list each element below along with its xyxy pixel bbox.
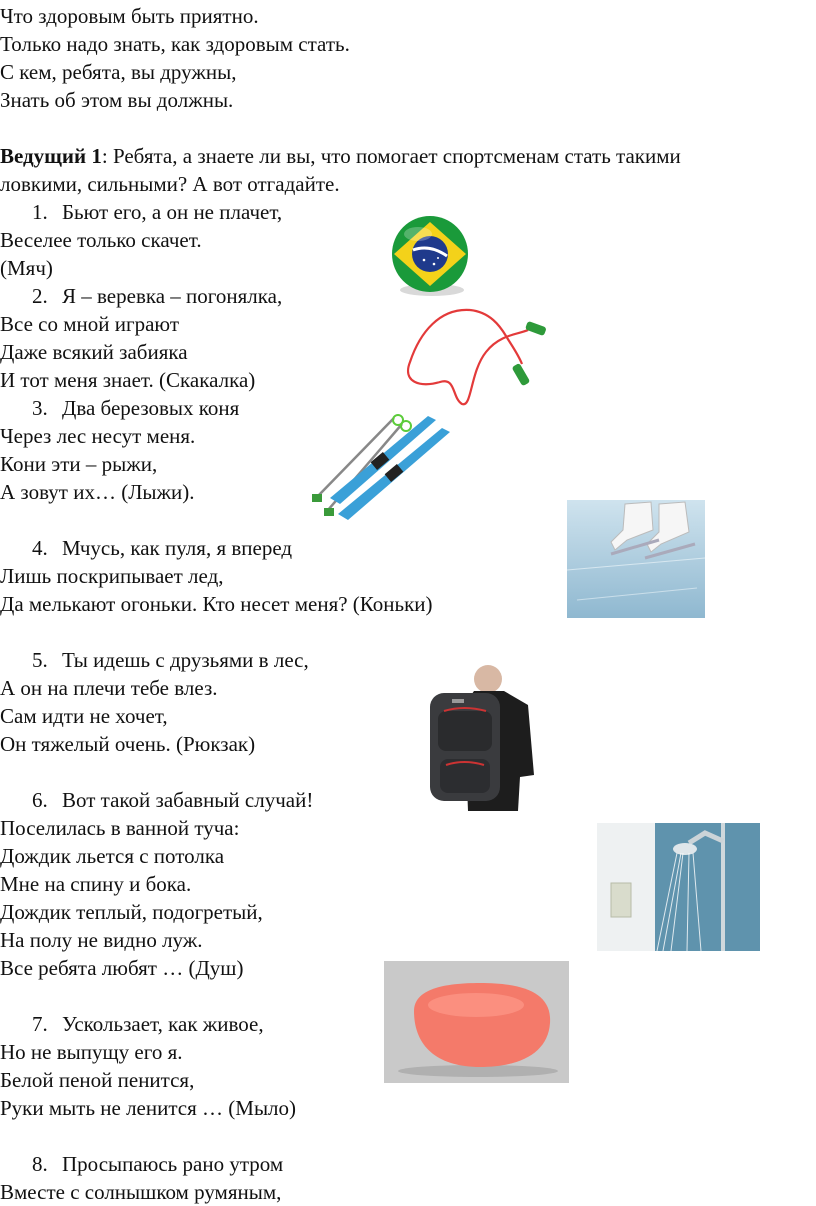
riddle-1-line: Веселее только скачет.: [0, 228, 202, 252]
skis-image: [306, 410, 454, 520]
riddle-7-first: [32, 1010, 264, 1038]
riddle-3-line: Кони эти – рыжи,: [0, 452, 158, 476]
skates-image: [567, 500, 705, 618]
riddle-3-text: Два березовых коня: [62, 396, 240, 420]
riddle-5-line: А он на плечи тебе влез.: [0, 676, 218, 700]
riddle-4-line: Да мелькают огоньки. Кто несет меня? (Коньки): [0, 592, 433, 616]
jump-rope-image: [400, 302, 550, 412]
host-line-1: [0, 142, 681, 170]
riddle-2-line: Даже всякий забияка: [0, 340, 188, 364]
riddle-6-first: [32, 786, 313, 814]
riddle-6-line: Мне на спину и бока.: [0, 872, 192, 896]
riddle-7-number: 7.: [32, 1012, 48, 1036]
riddle-4-line: Лишь поскрипывает лед,: [0, 564, 224, 588]
riddle-5-line: Сам идти не хочет,: [0, 704, 168, 728]
riddle-8-number: 8.: [32, 1152, 48, 1176]
backpack-image: [424, 665, 544, 811]
riddle-7-line: Но не выпущу его я.: [0, 1040, 183, 1064]
riddle-8-first: [32, 1150, 283, 1178]
riddle-1-number: 1.: [32, 200, 48, 224]
soap-image: [384, 961, 569, 1083]
riddle-6-number: 6.: [32, 788, 48, 812]
riddle-2-number: 2.: [32, 284, 48, 308]
riddle-5-number: 5.: [32, 648, 48, 672]
riddle-2-line: Все со мной играют: [0, 312, 180, 336]
riddle-3-first: [32, 394, 239, 422]
riddle-8-text: Просыпаюсь рано утром: [62, 1152, 284, 1176]
riddle-3-line: Через лес несут меня.: [0, 424, 196, 448]
riddle-1-text: Бьют его, а он не плачет,: [62, 200, 283, 224]
intro-line-2: Только надо знать, как здоровым стать.: [0, 32, 350, 56]
riddle-6-line: Дождик льется с потолка: [0, 844, 225, 868]
riddle-5-first: [32, 646, 309, 674]
host-text: : Ребята, а знаете ли вы, что помогает спортсменам стать такими: [101, 144, 681, 168]
riddle-2-text: Я – веревка – погонялка,: [62, 284, 283, 308]
riddle-6-text: Вот такой забавный случай!: [62, 788, 314, 812]
riddle-6-line: На полу не видно луж.: [0, 928, 203, 952]
host-line-2: ловкими, сильными? А вот отгадайте.: [0, 172, 340, 196]
riddle-4-first: [32, 534, 292, 562]
host-label: Ведущий 1: [0, 144, 102, 168]
riddle-5-line: Он тяжелый очень. (Рюкзак): [0, 732, 256, 756]
intro-line-3: С кем, ребята, вы дружны,: [0, 60, 237, 84]
riddle-1-line: (Мяч): [0, 256, 53, 280]
intro-line-4: Знать об этом вы должны.: [0, 88, 234, 112]
riddle-6-line: Поселилась в ванной туча:: [0, 816, 240, 840]
riddle-6-line: Все ребята любят … (Душ): [0, 956, 244, 980]
riddle-6-line: Дождик теплый, подогретый,: [0, 900, 263, 924]
riddle-7-line: Белой пеной пенится,: [0, 1068, 195, 1092]
riddle-4-number: 4.: [32, 536, 48, 560]
riddle-5-text: Ты идешь с друзьями в лес,: [62, 648, 309, 672]
shower-image: [597, 823, 760, 951]
riddle-4-text: Мчусь, как пуля, я вперед: [62, 536, 293, 560]
riddle-2-first: [32, 282, 282, 310]
riddle-8-line: Вместе с солнышком румяным,: [0, 1180, 282, 1204]
riddle-2-line: И тот меня знает. (Скакалка): [0, 368, 256, 392]
riddle-3-number: 3.: [32, 396, 48, 420]
intro-line-1: Что здоровым быть приятно.: [0, 4, 259, 28]
riddle-1-first: [32, 198, 282, 226]
ball-image: [388, 214, 474, 298]
riddle-7-line: Руки мыть не ленится … (Мыло): [0, 1096, 297, 1120]
riddle-7-text: Ускользает, как живое,: [62, 1012, 264, 1036]
riddle-3-line: А зовут их… (Лыжи).: [0, 480, 195, 504]
